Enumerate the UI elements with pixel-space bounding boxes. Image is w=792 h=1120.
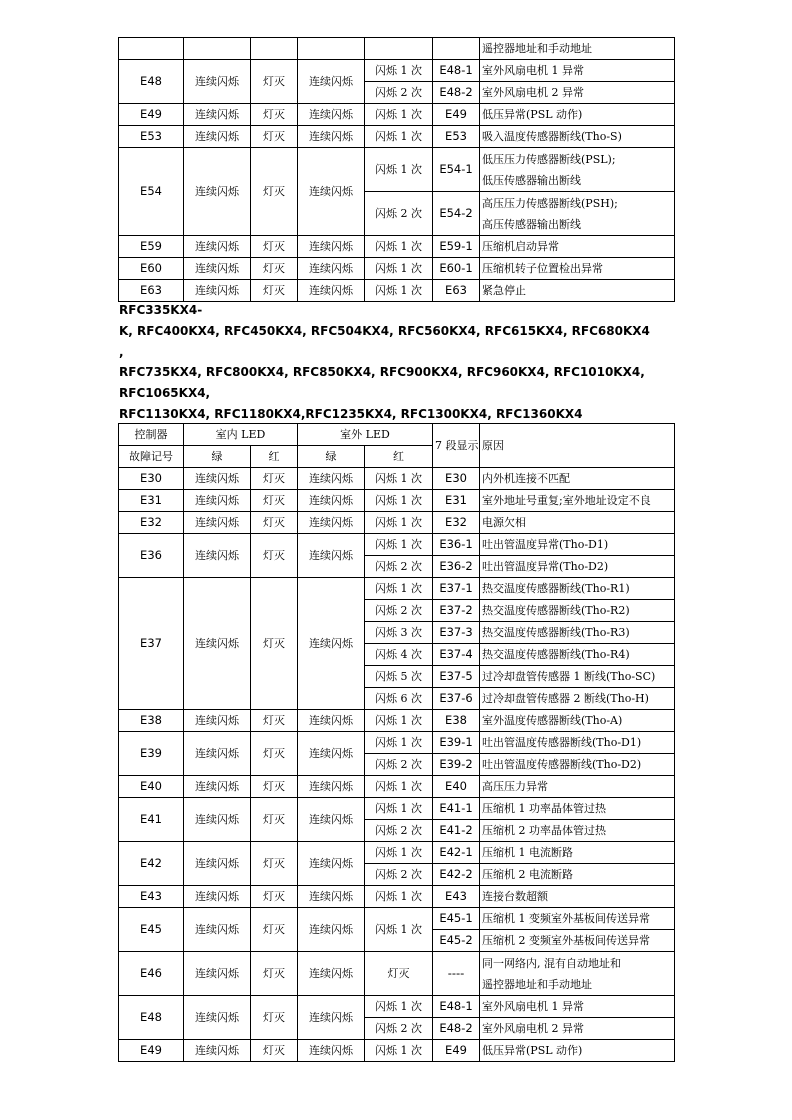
indoor-red-cell: 灯灭 (251, 886, 298, 908)
reason-cell: 低压异常(PSL 动作) (480, 104, 675, 126)
outdoor-green-cell: 连续闪烁 (298, 886, 365, 908)
outdoor-green-cell: 连续闪烁 (298, 512, 365, 534)
outdoor-red-cell: 闪烁 2 次 (365, 192, 433, 236)
fault-code-cell: E36 (119, 534, 184, 578)
table-row (119, 280, 675, 302)
indoor-red-cell: 灯灭 (251, 1040, 298, 1062)
seg-display-cell: E40 (433, 776, 480, 798)
indoor-red-cell: 灯灭 (251, 258, 298, 280)
header-indoor-green: 绿 (184, 446, 251, 468)
table-row (119, 104, 675, 126)
fault-code-cell: E45 (119, 908, 184, 952)
reason-cell: 压缩机转子位置检出异常 (480, 258, 675, 280)
indoor-red-cell: 灯灭 (251, 710, 298, 732)
fault-code-cell: E49 (119, 104, 184, 126)
model-line: RFC735KX4, RFC800KX4, RFC850KX4, RFC900KX4, RFC960KX4, RFC1010KX4, (119, 365, 645, 380)
fault-code-cell: E43 (119, 886, 184, 908)
header-indoor-led: 室内 LED (184, 424, 298, 446)
outdoor-red-cell: 闪烁 1 次 (365, 732, 433, 754)
seg-display-cell: E48-1 (433, 60, 480, 82)
reason-cell: 室外风扇电机 1 异常 (480, 996, 675, 1018)
indoor-green-cell: 连续闪烁 (184, 578, 251, 710)
fault-code-cell: E30 (119, 468, 184, 490)
outdoor-red-cell: 闪烁 2 次 (365, 556, 433, 578)
seg-display-cell: E30 (433, 468, 480, 490)
outdoor-red-cell: 闪烁 2 次 (365, 600, 433, 622)
reason-cell: 压缩机 1 变频室外基板间传送异常 (480, 908, 675, 930)
outdoor-green-cell: 连续闪烁 (298, 996, 365, 1040)
outdoor-red-cell: 闪烁 1 次 (365, 842, 433, 864)
seg-display-cell: E41-1 (433, 798, 480, 820)
outdoor-red-cell: 灯灭 (365, 952, 433, 996)
reason-cell: 压缩机 2 功率晶体管过热 (480, 820, 675, 842)
reason-line: 低压传感器输出断线 (482, 173, 581, 187)
indoor-red-cell: 灯灭 (251, 578, 298, 710)
outdoor-red-cell: 闪烁 1 次 (365, 534, 433, 556)
outdoor-red-cell: 闪烁 2 次 (365, 820, 433, 842)
reason-line: 低压压力传感器断线(PSL); (482, 152, 616, 166)
outdoor-red-cell: 闪烁 4 次 (365, 644, 433, 666)
reason-cell: 过冷却盘管传感器 2 断线(Tho-H) (480, 688, 675, 710)
indoor-green-cell: 连续闪烁 (184, 280, 251, 302)
reason-cell (480, 192, 675, 236)
outdoor-red-cell: 闪烁 1 次 (365, 578, 433, 600)
reason-cell: 吸入温度传感器断线(Tho-S) (480, 126, 675, 148)
seg-display-cell: E37-5 (433, 666, 480, 688)
seg-display-cell: E32 (433, 512, 480, 534)
table-row (119, 490, 675, 512)
outdoor-red-cell: 闪烁 2 次 (365, 754, 433, 776)
seg-display-cell: E54-1 (433, 148, 480, 192)
outdoor-green-cell: 连续闪烁 (298, 126, 365, 148)
seg-display-cell: E59-1 (433, 236, 480, 258)
fault-code-cell: E54 (119, 148, 184, 236)
seg-display-cell: E39-1 (433, 732, 480, 754)
seg-display-cell: E53 (433, 126, 480, 148)
seg-display-cell: E37-6 (433, 688, 480, 710)
outdoor-red-cell: 闪烁 1 次 (365, 710, 433, 732)
indoor-green-cell: 连续闪烁 (184, 60, 251, 104)
outdoor-green-cell: 连续闪烁 (298, 908, 365, 952)
table-row (119, 468, 675, 490)
reason-cell: 吐出管温度异常(Tho-D1) (480, 534, 675, 556)
seg-display-cell: E45-1 (433, 908, 480, 930)
seg-display-cell: E39-2 (433, 754, 480, 776)
indoor-green-cell: 连续闪烁 (184, 104, 251, 126)
table-row (119, 1040, 675, 1062)
table-row (119, 578, 675, 600)
outdoor-green-cell: 连续闪烁 (298, 776, 365, 798)
outdoor-red-cell: 闪烁 1 次 (365, 280, 433, 302)
table-row (119, 952, 675, 996)
reason-cell: 室外风扇电机 2 异常 (480, 1018, 675, 1040)
seg-display-cell: E37-2 (433, 600, 480, 622)
indoor-green-cell: 连续闪烁 (184, 490, 251, 512)
reason-cell: 压缩机 1 功率晶体管过热 (480, 798, 675, 820)
indoor-red-cell: 灯灭 (251, 60, 298, 104)
outdoor-red-cell: 闪烁 1 次 (365, 104, 433, 126)
seg-display-cell: E49 (433, 1040, 480, 1062)
indoor-green-cell: 连续闪烁 (184, 952, 251, 996)
error-code-table (118, 423, 675, 1062)
reason-cell: 遥控器地址和手动地址 (480, 38, 675, 60)
table-row (119, 126, 675, 148)
outdoor-green-cell: 连续闪烁 (298, 236, 365, 258)
reason-line: 高压传感器输出断线 (482, 217, 581, 231)
reason-cell: 高压压力异常 (480, 776, 675, 798)
reason-cell (480, 952, 675, 996)
outdoor-red-cell: 闪烁 1 次 (365, 886, 433, 908)
fault-code-cell: E53 (119, 126, 184, 148)
indoor-red-cell: 灯灭 (251, 148, 298, 236)
indoor-green-cell: 连续闪烁 (184, 148, 251, 236)
fault-code-cell: E32 (119, 512, 184, 534)
seg-display-cell: E38 (433, 710, 480, 732)
reason-cell: 紧急停止 (480, 280, 675, 302)
outdoor-green-cell: 连续闪烁 (298, 1040, 365, 1062)
indoor-red-cell: 灯灭 (251, 732, 298, 776)
fault-code-cell: E60 (119, 258, 184, 280)
outdoor-green-cell: 连续闪烁 (298, 490, 365, 512)
table-row (119, 776, 675, 798)
outdoor-green-cell: 连续闪烁 (298, 148, 365, 236)
reason-line: 遥控器地址和手动地址 (482, 977, 592, 991)
outdoor-green-cell: 连续闪烁 (298, 60, 365, 104)
indoor-green-cell: 连续闪烁 (184, 842, 251, 886)
indoor-green-cell: 连续闪烁 (184, 908, 251, 952)
header-outdoor-green: 绿 (298, 446, 365, 468)
indoor-green-cell: 连续闪烁 (184, 886, 251, 908)
outdoor-green-cell: 连续闪烁 (298, 842, 365, 886)
seg-display-cell: E60-1 (433, 258, 480, 280)
outdoor-red-cell: 闪烁 6 次 (365, 688, 433, 710)
outdoor-red-cell: 闪烁 1 次 (365, 468, 433, 490)
outdoor-red-cell: 闪烁 1 次 (365, 1040, 433, 1062)
outdoor-red-cell: 闪烁 1 次 (365, 126, 433, 148)
indoor-red-cell: 灯灭 (251, 280, 298, 302)
seg-display-cell: E54-2 (433, 192, 480, 236)
outdoor-red-cell: 闪烁 2 次 (365, 1018, 433, 1040)
error-code-table-continued (118, 37, 675, 302)
outdoor-red-cell: 闪烁 1 次 (365, 776, 433, 798)
table-row (119, 258, 675, 280)
table-row (119, 710, 675, 732)
indoor-green-cell: 连续闪烁 (184, 996, 251, 1040)
outdoor-green-cell: 连续闪烁 (298, 468, 365, 490)
outdoor-red-cell: 闪烁 2 次 (365, 82, 433, 104)
header-indoor-red: 红 (251, 446, 298, 468)
outdoor-green-cell: 连续闪烁 (298, 104, 365, 126)
indoor-red-cell: 灯灭 (251, 952, 298, 996)
reason-cell: 压缩机启动异常 (480, 236, 675, 258)
reason-cell: 热交温度传感器断线(Tho-R1) (480, 578, 675, 600)
indoor-green-cell: 连续闪烁 (184, 258, 251, 280)
outdoor-red-cell: 闪烁 1 次 (365, 60, 433, 82)
reason-cell: 过冷却盘管传感器 1 断线(Tho-SC) (480, 666, 675, 688)
reason-cell: 热交温度传感器断线(Tho-R3) (480, 622, 675, 644)
outdoor-red-cell: 闪烁 3 次 (365, 622, 433, 644)
outdoor-red-cell: 闪烁 1 次 (365, 512, 433, 534)
model-line: K, RFC400KX4, RFC450KX4, RFC504KX4, RFC560KX4, RFC615KX4, RFC680KX4 (119, 323, 650, 338)
seg-display-cell: E43 (433, 886, 480, 908)
header-outdoor-led: 室外 LED (298, 424, 433, 446)
reason-line: 同一网络内, 混有自动地址和 (482, 956, 621, 970)
outdoor-green-cell: 连续闪烁 (298, 710, 365, 732)
outdoor-green-cell: 连续闪烁 (298, 952, 365, 996)
header-reason: 原因 (480, 424, 675, 468)
seg-display-cell: E37-3 (433, 622, 480, 644)
seg-display-cell: E31 (433, 490, 480, 512)
reason-cell: 低压异常(PSL 动作) (480, 1040, 675, 1062)
fault-code-cell: E38 (119, 710, 184, 732)
table-row (119, 512, 675, 534)
table-row (119, 38, 675, 60)
fault-code-cell: E37 (119, 578, 184, 710)
table-row (119, 60, 675, 82)
indoor-red-cell: 灯灭 (251, 798, 298, 842)
header-controller-line2: 故障记号 (119, 446, 184, 468)
seg-display-cell: E36-1 (433, 534, 480, 556)
seg-display-cell: E49 (433, 104, 480, 126)
fault-code-cell: E49 (119, 1040, 184, 1062)
indoor-green-cell: 连续闪烁 (184, 776, 251, 798)
indoor-red-cell: 灯灭 (251, 908, 298, 952)
seg-display-cell: E48-2 (433, 82, 480, 104)
fault-code-cell: E63 (119, 280, 184, 302)
reason-cell: 室外风扇电机 1 异常 (480, 60, 675, 82)
table-row (119, 908, 675, 930)
reason-cell: 吐出管温度异常(Tho-D2) (480, 556, 675, 578)
indoor-green-cell: 连续闪烁 (184, 798, 251, 842)
model-line: RFC1130KX4, RFC1180KX4,RFC1235KX4, RFC1300KX4, RFC1360KX4 (119, 406, 583, 421)
reason-cell (480, 148, 675, 192)
reason-cell: 热交温度传感器断线(Tho-R4) (480, 644, 675, 666)
indoor-red-cell: 灯灭 (251, 996, 298, 1040)
outdoor-red-cell: 闪烁 1 次 (365, 490, 433, 512)
fault-code-cell: E40 (119, 776, 184, 798)
indoor-green-cell: 连续闪烁 (184, 236, 251, 258)
indoor-red-cell: 灯灭 (251, 236, 298, 258)
header-seg-display: 7 段显示 (433, 424, 480, 468)
indoor-red-cell: 灯灭 (251, 490, 298, 512)
model-line: , (119, 344, 124, 359)
fault-code-cell: E48 (119, 996, 184, 1040)
fault-code-cell: E41 (119, 798, 184, 842)
reason-cell: 压缩机 2 变频室外基板间传送异常 (480, 930, 675, 952)
outdoor-red-cell: 闪烁 1 次 (365, 236, 433, 258)
reason-cell: 连接台数超额 (480, 886, 675, 908)
reason-line: 高压压力传感器断线(PSH); (482, 196, 618, 210)
outdoor-green-cell: 连续闪烁 (298, 578, 365, 710)
fault-code-cell: E59 (119, 236, 184, 258)
outdoor-green-cell: 连续闪烁 (298, 798, 365, 842)
indoor-green-cell: 连续闪烁 (184, 1040, 251, 1062)
table-row (119, 842, 675, 864)
reason-cell: 吐出管温度传感器断线(Tho-D2) (480, 754, 675, 776)
reason-cell: 压缩机 2 电流断路 (480, 864, 675, 886)
outdoor-red-cell: 闪烁 1 次 (365, 148, 433, 192)
table-row (119, 534, 675, 556)
indoor-red-cell: 灯灭 (251, 468, 298, 490)
fault-code-cell: E31 (119, 490, 184, 512)
seg-display-cell: E36-2 (433, 556, 480, 578)
model-list (119, 300, 679, 425)
seg-display-cell: E42-1 (433, 842, 480, 864)
table-row (119, 732, 675, 754)
seg-display-cell: E42-2 (433, 864, 480, 886)
table-row (119, 886, 675, 908)
reason-cell: 室外温度传感器断线(Tho-A) (480, 710, 675, 732)
fault-code-cell: E39 (119, 732, 184, 776)
outdoor-green-cell: 连续闪烁 (298, 732, 365, 776)
table-row (119, 798, 675, 820)
fault-code-cell: E46 (119, 952, 184, 996)
indoor-red-cell: 灯灭 (251, 512, 298, 534)
outdoor-green-cell: 连续闪烁 (298, 534, 365, 578)
header-controller-line1: 控制器 (119, 424, 184, 446)
seg-display-cell: E48-1 (433, 996, 480, 1018)
indoor-green-cell: 连续闪烁 (184, 732, 251, 776)
outdoor-red-cell: 闪烁 1 次 (365, 996, 433, 1018)
outdoor-red-cell: 闪烁 1 次 (365, 798, 433, 820)
indoor-red-cell: 灯灭 (251, 126, 298, 148)
seg-display-cell: E63 (433, 280, 480, 302)
outdoor-red-cell: 闪烁 1 次 (365, 908, 433, 952)
reason-cell: 室外地址号重复;室外地址设定不良 (480, 490, 675, 512)
indoor-green-cell: 连续闪烁 (184, 468, 251, 490)
fault-code-cell: E42 (119, 842, 184, 886)
indoor-green-cell: 连续闪烁 (184, 512, 251, 534)
reason-cell: 内外机连接不匹配 (480, 468, 675, 490)
seg-display-cell: E41-2 (433, 820, 480, 842)
model-line: RFC335KX4- (119, 303, 203, 317)
seg-display-cell: ---- (433, 952, 480, 996)
seg-display-cell: E45-2 (433, 930, 480, 952)
reason-cell: 室外风扇电机 2 异常 (480, 82, 675, 104)
table-header-row (119, 424, 675, 446)
seg-display-cell: E48-2 (433, 1018, 480, 1040)
outdoor-red-cell: 闪烁 1 次 (365, 258, 433, 280)
model-line: RFC1065KX4, (119, 386, 211, 401)
indoor-red-cell: 灯灭 (251, 534, 298, 578)
seg-display-cell: E37-4 (433, 644, 480, 666)
indoor-green-cell: 连续闪烁 (184, 534, 251, 578)
reason-cell: 吐出管温度传感器断线(Tho-D1) (480, 732, 675, 754)
fault-code-cell: E48 (119, 60, 184, 104)
table-row (119, 996, 675, 1018)
reason-cell: 压缩机 1 电流断路 (480, 842, 675, 864)
outdoor-green-cell: 连续闪烁 (298, 280, 365, 302)
header-outdoor-red: 红 (365, 446, 433, 468)
outdoor-green-cell: 连续闪烁 (298, 258, 365, 280)
indoor-green-cell: 连续闪烁 (184, 710, 251, 732)
indoor-red-cell: 灯灭 (251, 776, 298, 798)
reason-cell: 电源欠相 (480, 512, 675, 534)
indoor-red-cell: 灯灭 (251, 104, 298, 126)
seg-display-cell: E37-1 (433, 578, 480, 600)
table-row (119, 148, 675, 192)
outdoor-red-cell: 闪烁 2 次 (365, 864, 433, 886)
table-row (119, 236, 675, 258)
indoor-red-cell: 灯灭 (251, 842, 298, 886)
reason-cell: 热交温度传感器断线(Tho-R2) (480, 600, 675, 622)
outdoor-red-cell: 闪烁 5 次 (365, 666, 433, 688)
indoor-green-cell: 连续闪烁 (184, 126, 251, 148)
